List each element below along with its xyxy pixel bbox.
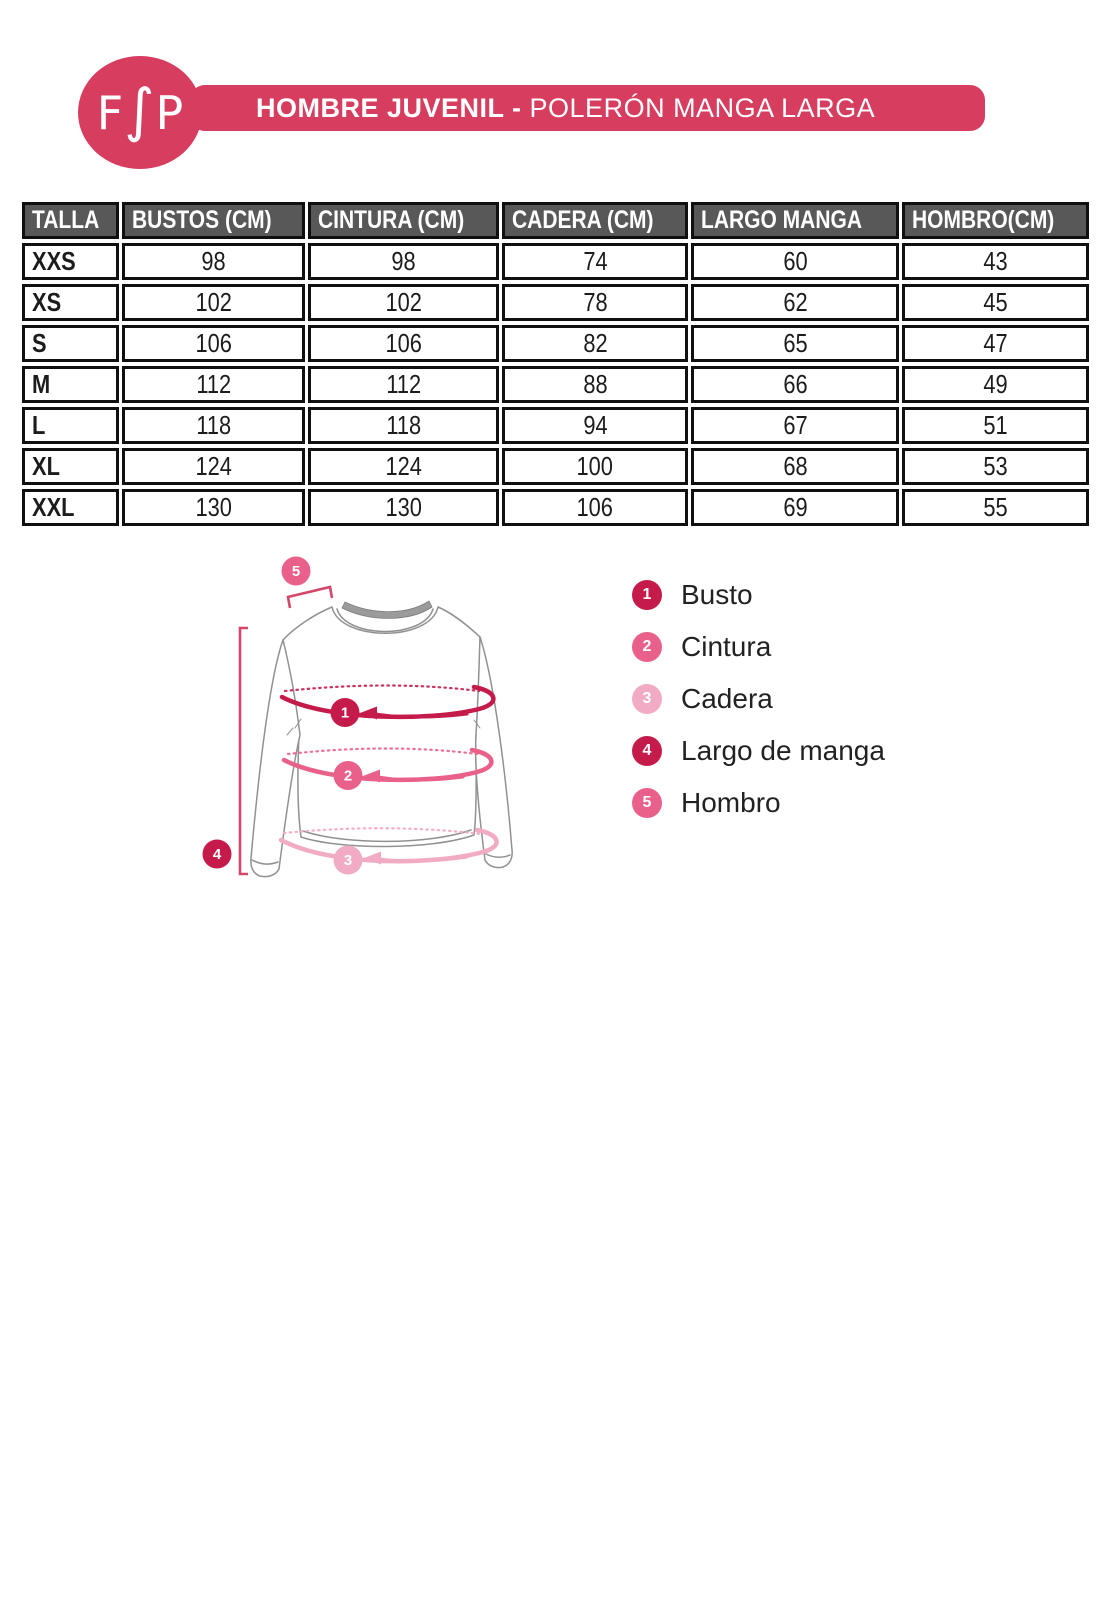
value-cell: 106 xyxy=(308,325,499,362)
value-cell: 112 xyxy=(122,366,305,403)
value-cell: 106 xyxy=(122,325,305,362)
table-row xyxy=(22,325,1089,362)
value-cell: 62 xyxy=(691,284,900,321)
size-table-container xyxy=(19,198,1085,530)
value-cell: 65 xyxy=(691,325,900,362)
logo-letter-f: F xyxy=(96,85,124,140)
value-cell: 82 xyxy=(502,325,688,362)
value-cell: 78 xyxy=(502,284,688,321)
value-cell: 88 xyxy=(502,366,688,403)
svg-text:4: 4 xyxy=(212,846,222,863)
table-header-row xyxy=(22,202,1089,239)
legend-badge-1: 1 xyxy=(632,580,662,610)
size-cell: M xyxy=(22,366,119,403)
brand-logo xyxy=(78,56,202,169)
value-cell: 130 xyxy=(122,489,305,526)
col-header-cintura: CINTURA (CM) xyxy=(308,202,499,239)
shoulder-bracket xyxy=(288,587,332,608)
value-cell: 55 xyxy=(902,489,1088,526)
value-cell: 124 xyxy=(308,448,499,485)
value-cell: 53 xyxy=(902,448,1088,485)
collar-band xyxy=(342,601,432,618)
legend-badge-5: 5 xyxy=(632,788,662,818)
legend-badge-4: 4 xyxy=(632,736,662,766)
table-row xyxy=(22,366,1089,403)
legend-label: Cadera xyxy=(681,683,773,714)
legend-label: Hombro xyxy=(681,787,781,818)
page-title-category: HOMBRE JUVENIL - xyxy=(256,92,530,123)
value-cell: 102 xyxy=(122,284,305,321)
value-cell: 67 xyxy=(691,407,900,444)
legend-item-cadera xyxy=(632,684,885,714)
value-cell: 49 xyxy=(902,366,1088,403)
svg-text:5: 5 xyxy=(291,563,301,580)
table-row xyxy=(22,243,1089,280)
value-cell: 45 xyxy=(902,284,1088,321)
diagram-badge-waist xyxy=(334,761,363,790)
value-cell: 69 xyxy=(691,489,900,526)
value-cell: 43 xyxy=(902,243,1088,280)
table-row xyxy=(22,448,1089,485)
sweatshirt-measurement-diagram xyxy=(180,530,600,890)
svg-text:2: 2 xyxy=(343,767,353,785)
value-cell: 68 xyxy=(691,448,900,485)
value-cell: 102 xyxy=(308,284,499,321)
legend-label: Largo de manga xyxy=(681,735,885,766)
title-banner xyxy=(190,85,985,131)
measurement-legend xyxy=(632,580,885,818)
size-cell: L xyxy=(22,407,119,444)
value-cell: 98 xyxy=(122,243,305,280)
size-cell: S xyxy=(22,325,119,362)
legend-item-hombro xyxy=(632,788,885,818)
page-title-product: POLERÓN MANGA LARGA xyxy=(529,92,876,123)
size-cell: XL xyxy=(22,448,119,485)
size-cell: XS xyxy=(22,284,119,321)
value-cell: 130 xyxy=(308,489,499,526)
legend-badge-3: 3 xyxy=(632,684,662,714)
col-header-largo-manga: LARGO MANGA xyxy=(691,202,900,239)
value-cell: 94 xyxy=(502,407,688,444)
value-cell: 66 xyxy=(691,366,900,403)
diagram-badge-shoulder xyxy=(282,557,311,586)
logo-squiggle-icon: ∫ xyxy=(124,75,155,144)
svg-text:1: 1 xyxy=(340,704,350,722)
col-header-talla: TALLA xyxy=(22,202,119,239)
page-title xyxy=(256,93,875,124)
size-cell: XXS xyxy=(22,243,119,280)
value-cell: 124 xyxy=(122,448,305,485)
value-cell: 112 xyxy=(308,366,499,403)
value-cell: 106 xyxy=(502,489,688,526)
value-cell: 100 xyxy=(502,448,688,485)
col-header-hombro: HOMBRO(CM) xyxy=(902,202,1088,239)
value-cell: 74 xyxy=(502,243,688,280)
sleeve-length-bracket xyxy=(240,628,248,874)
logo-letter-p: P xyxy=(155,85,184,140)
legend-badge-2: 2 xyxy=(632,632,662,662)
diagram-badge-hip xyxy=(334,846,363,875)
col-header-bustos: BUSTOS (CM) xyxy=(122,202,305,239)
value-cell: 47 xyxy=(902,325,1088,362)
value-cell: 118 xyxy=(122,407,305,444)
value-cell: 51 xyxy=(902,407,1088,444)
svg-text:3: 3 xyxy=(343,852,353,869)
diagram-badge-sleeve-length xyxy=(203,840,232,869)
table-row xyxy=(22,284,1089,321)
legend-item-busto xyxy=(632,580,885,610)
table-row xyxy=(22,489,1089,526)
value-cell: 60 xyxy=(691,243,900,280)
table-row xyxy=(22,407,1089,444)
legend-item-largo-de-manga xyxy=(632,736,885,766)
diagram-badge-bust xyxy=(331,698,360,727)
col-header-cadera: CADERA (CM) xyxy=(502,202,688,239)
value-cell: 118 xyxy=(308,407,499,444)
size-table xyxy=(19,198,1092,530)
sweatshirt-outline-icon xyxy=(251,607,512,877)
size-cell: XXL xyxy=(22,489,119,526)
legend-item-cintura xyxy=(632,632,885,662)
legend-label: Busto xyxy=(681,579,753,610)
value-cell: 98 xyxy=(308,243,499,280)
legend-label: Cintura xyxy=(681,631,772,662)
